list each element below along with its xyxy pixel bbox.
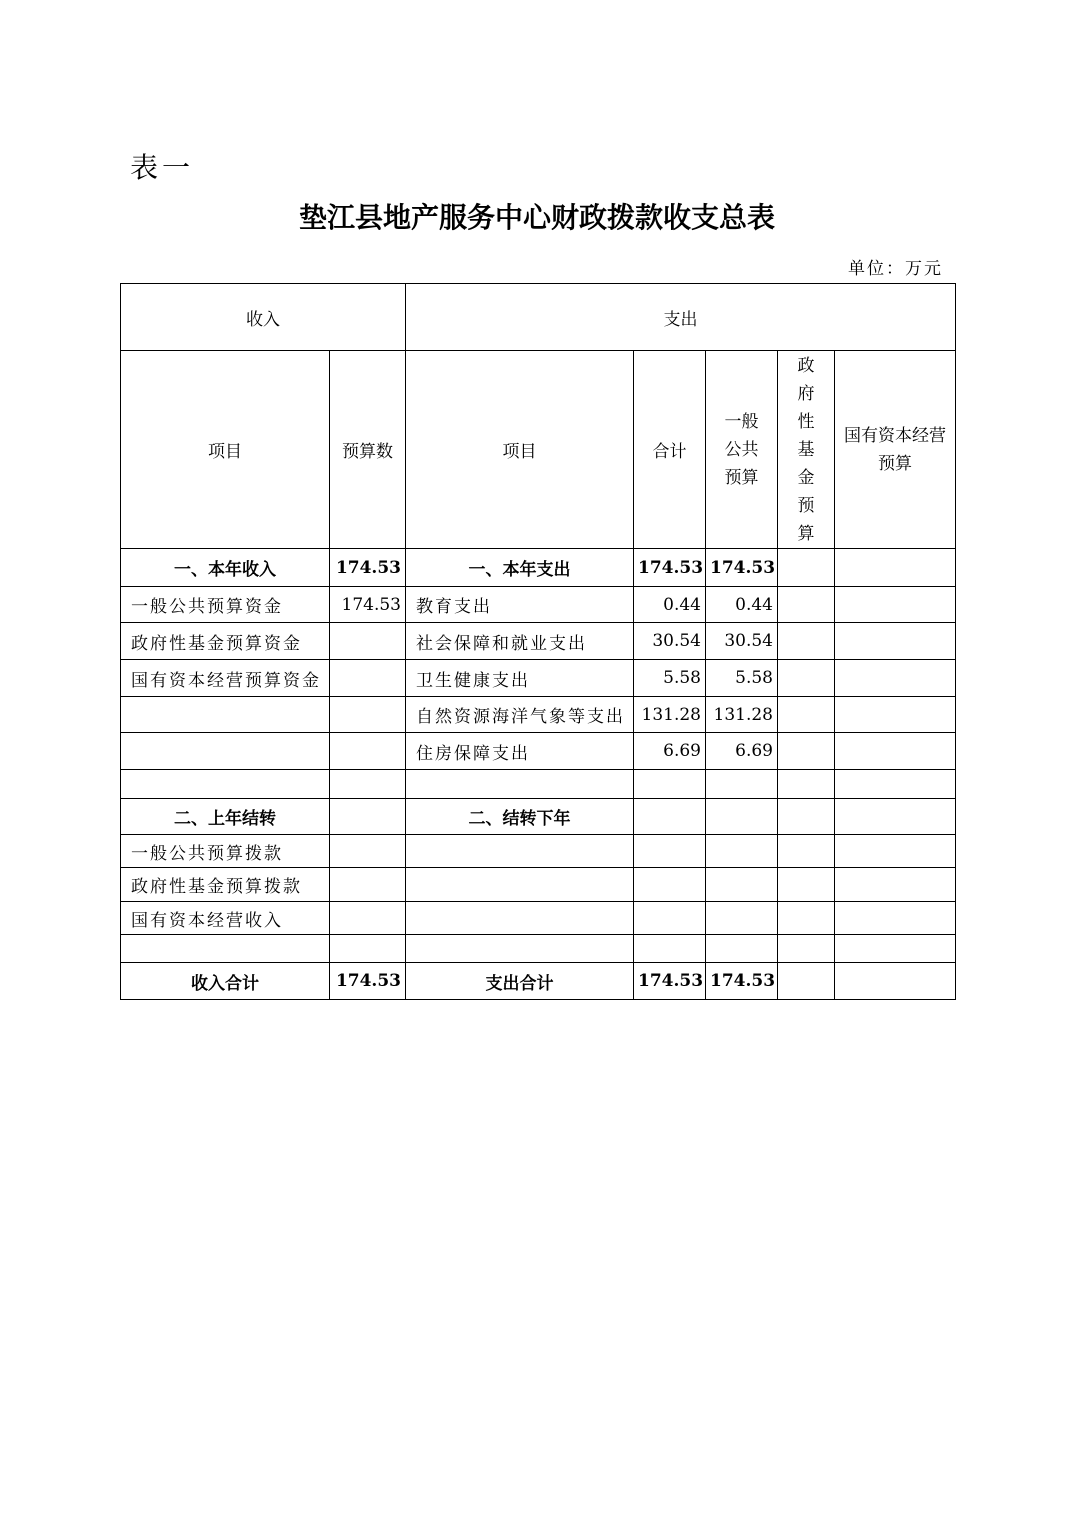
income-item-cell	[121, 697, 330, 733]
total-header: 合计	[634, 351, 706, 549]
expense-item-header: 项目	[406, 351, 634, 549]
income-item-cell: 收入合计	[121, 963, 330, 1000]
total-cell	[634, 868, 706, 902]
general-budget-cell	[706, 935, 778, 963]
total-cell: 174.53	[634, 963, 706, 1000]
state-capital-cell	[835, 799, 956, 835]
expense-header: 支出	[406, 284, 956, 351]
general-budget-cell: 30.54	[706, 623, 778, 660]
expense-item-cell	[406, 935, 634, 963]
finance-table	[120, 283, 956, 1000]
fund-budget-cell	[778, 935, 835, 963]
state-capital-cell	[835, 697, 956, 733]
total-cell: 6.69	[634, 733, 706, 770]
expense-item-cell	[406, 835, 634, 868]
table-label: 表一	[130, 151, 195, 184]
total-cell: 174.53	[634, 549, 706, 587]
fund-budget-cell	[778, 902, 835, 935]
table-row	[121, 963, 956, 1000]
total-cell: 30.54	[634, 623, 706, 660]
general-budget-cell: 5.58	[706, 660, 778, 697]
expense-item-cell: 自然资源海洋气象等支出	[406, 697, 634, 733]
table-row	[121, 587, 956, 623]
income-budget-header: 预算数	[330, 351, 406, 549]
income-item-cell: 政府性基金预算资金	[121, 623, 330, 660]
state-capital-cell	[835, 660, 956, 697]
fund-budget-cell	[778, 963, 835, 1000]
income-header: 收入	[121, 284, 406, 351]
fund-budget-cell	[778, 770, 835, 799]
table-row	[121, 799, 956, 835]
expense-item-cell	[406, 902, 634, 935]
total-cell	[634, 835, 706, 868]
income-item-cell: 国有资本经营预算资金	[121, 660, 330, 697]
total-cell	[634, 799, 706, 835]
income-value-cell: 174.53	[330, 963, 406, 1000]
income-value-cell: 174.53	[330, 587, 406, 623]
income-item-header: 项目	[121, 351, 330, 549]
general-budget-cell	[706, 902, 778, 935]
table-row	[121, 660, 956, 697]
income-item-cell: 政府性基金预算拨款	[121, 868, 330, 902]
income-item-cell	[121, 935, 330, 963]
table-row	[121, 868, 956, 902]
header-row-top	[121, 284, 956, 351]
fund-budget-cell	[778, 697, 835, 733]
income-value-cell	[330, 660, 406, 697]
income-item-cell: 二、上年结转	[121, 799, 330, 835]
table-row	[121, 935, 956, 963]
general-budget-cell	[706, 868, 778, 902]
total-cell: 131.28	[634, 697, 706, 733]
state-capital-cell	[835, 549, 956, 587]
state-capital-cell	[835, 868, 956, 902]
table-row	[121, 835, 956, 868]
general-budget-cell	[706, 799, 778, 835]
income-item-cell	[121, 770, 330, 799]
income-value-cell	[330, 799, 406, 835]
fund-budget-cell	[778, 799, 835, 835]
expense-item-cell: 卫生健康支出	[406, 660, 634, 697]
total-cell: 5.58	[634, 660, 706, 697]
income-value-cell	[330, 935, 406, 963]
table-row	[121, 770, 956, 799]
unit-label: 单位：万元	[848, 259, 943, 279]
state-capital-cell	[835, 935, 956, 963]
table-body	[121, 549, 956, 1000]
fund-budget-cell	[778, 733, 835, 770]
income-value-cell	[330, 835, 406, 868]
fund-budget-cell	[778, 868, 835, 902]
expense-item-cell: 教育支出	[406, 587, 634, 623]
fund-budget-cell	[778, 835, 835, 868]
table-row	[121, 697, 956, 733]
table-row	[121, 902, 956, 935]
income-item-cell: 国有资本经营收入	[121, 902, 330, 935]
fund-budget-cell	[778, 549, 835, 587]
table-row	[121, 733, 956, 770]
fund-budget-cell	[778, 587, 835, 623]
income-item-cell: 一般公共预算拨款	[121, 835, 330, 868]
state-capital-cell	[835, 770, 956, 799]
income-value-cell	[330, 902, 406, 935]
total-cell	[634, 902, 706, 935]
total-cell	[634, 935, 706, 963]
fund-budget-cell	[778, 660, 835, 697]
state-capital-cell	[835, 733, 956, 770]
income-value-cell	[330, 733, 406, 770]
income-item-cell: 一、本年收入	[121, 549, 330, 587]
income-value-cell	[330, 697, 406, 733]
document-title: 垫江县地产服务中心财政拨款收支总表	[298, 201, 775, 234]
income-value-cell	[330, 770, 406, 799]
general-budget-cell: 0.44	[706, 587, 778, 623]
general-budget-cell	[706, 770, 778, 799]
expense-item-cell	[406, 868, 634, 902]
state-capital-cell	[835, 963, 956, 1000]
total-cell	[634, 770, 706, 799]
state-capital-cell	[835, 623, 956, 660]
expense-item-cell: 二、结转下年	[406, 799, 634, 835]
fund-budget-header: 政府性基金预算	[778, 351, 835, 549]
general-budget-cell: 174.53	[706, 963, 778, 1000]
income-item-cell	[121, 733, 330, 770]
general-budget-cell: 174.53	[706, 549, 778, 587]
total-cell: 0.44	[634, 587, 706, 623]
expense-item-cell: 住房保障支出	[406, 733, 634, 770]
state-capital-cell	[835, 587, 956, 623]
general-budget-header: 一般公共预算	[706, 351, 778, 549]
general-budget-cell: 6.69	[706, 733, 778, 770]
table-row	[121, 623, 956, 660]
income-value-cell	[330, 868, 406, 902]
state-capital-cell	[835, 835, 956, 868]
header-row-columns	[121, 351, 956, 549]
fund-budget-cell	[778, 623, 835, 660]
state-capital-cell	[835, 902, 956, 935]
income-item-cell: 一般公共预算资金	[121, 587, 330, 623]
expense-item-cell	[406, 770, 634, 799]
expense-item-cell: 社会保障和就业支出	[406, 623, 634, 660]
table-row	[121, 549, 956, 587]
income-value-cell: 174.53	[330, 549, 406, 587]
general-budget-cell	[706, 835, 778, 868]
general-budget-cell: 131.28	[706, 697, 778, 733]
expense-item-cell: 支出合计	[406, 963, 634, 1000]
income-value-cell	[330, 623, 406, 660]
expense-item-cell: 一、本年支出	[406, 549, 634, 587]
state-capital-header: 国有资本经营预算	[835, 351, 956, 549]
